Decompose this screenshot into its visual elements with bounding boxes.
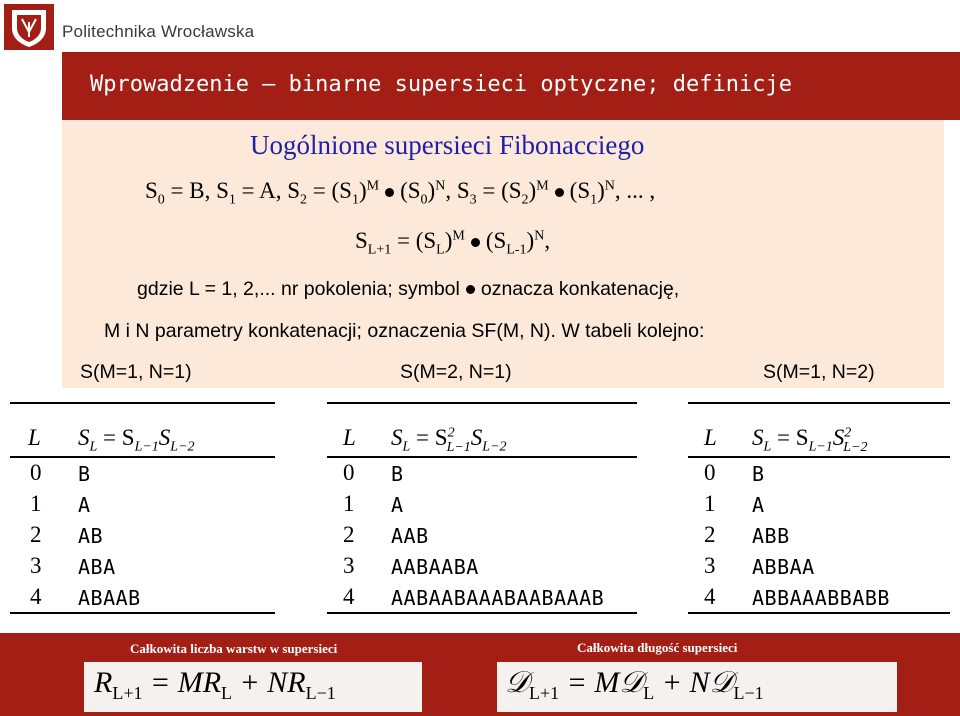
concat-bullet-icon: [385, 188, 394, 197]
row-sequence: AAB: [391, 524, 429, 548]
row-index: 0: [343, 460, 355, 485]
table-header-L: L: [704, 425, 717, 450]
footer-label-length: Całkowita długość supersieci: [577, 640, 738, 655]
formula-length: 𝒟$_{L+1}$ = M𝒟$_L$ + N𝒟$_{L-1}$: [505, 666, 764, 703]
table-header-formula: $S_L = S_{L-1}S^2_{L-2}$: [752, 425, 868, 455]
row-sequence: B: [78, 462, 91, 486]
row-index: 2: [343, 522, 355, 547]
equation-recursion: $S_{L+1} = (S_L)^M$ $(S_{L-1})^N$,: [355, 228, 551, 258]
row-index: 4: [343, 584, 355, 609]
table-header-formula: $S_L = S^2_{L-1}S_{L-2}$: [391, 425, 507, 455]
row-index: 4: [30, 584, 42, 609]
row-sequence: ABAAB: [78, 586, 141, 610]
row-sequence: ABB: [752, 524, 790, 548]
university-name: Politechnika Wrocławska: [62, 22, 255, 41]
table-bottom-rule: [688, 612, 950, 614]
table-label-1: S(M=1, N=1): [80, 361, 192, 383]
row-index: 1: [704, 491, 716, 516]
table-header-formula: $S_L = S_{L-1}S_{L-2}$: [78, 425, 195, 455]
row-sequence: AABAABA: [391, 555, 479, 579]
table-header-L: L: [28, 425, 41, 450]
concat-bullet-icon: [471, 238, 480, 247]
row-sequence: ABBAAABBABB: [752, 586, 890, 610]
row-sequence: A: [78, 493, 91, 517]
row-index: 3: [704, 553, 716, 578]
row-index: 2: [704, 522, 716, 547]
table-bottom-rule: [10, 612, 275, 614]
table-label-3: S(M=1, N=2): [763, 361, 875, 383]
concat-bullet-icon: [466, 285, 475, 294]
row-sequence: A: [391, 493, 404, 517]
sequence-table-3: [688, 402, 950, 614]
row-sequence: ABA: [78, 555, 116, 579]
table-header-L: L: [343, 425, 356, 450]
row-index: 1: [30, 491, 42, 516]
row-index: 3: [343, 553, 355, 578]
sequence-table-2: [327, 402, 637, 614]
equation-initial-terms: $S_0 = B$, $S_1 = A$, $S_2 = (S_1)^M$ $(S_0)^N$, $S_3 = (S_2)^M$ $(S_1)^N$, ... ,: [145, 178, 656, 208]
row-sequence: AABAABAAABAABAAAB: [391, 586, 605, 610]
concat-bullet-icon: [555, 188, 564, 197]
row-index: 1: [343, 491, 355, 516]
row-index: 4: [704, 584, 716, 609]
row-index: 0: [704, 460, 716, 485]
parameters-line: M i N parametry konkatenacji; oznaczenia SF(M, N). W tabeli kolejno:: [104, 320, 705, 342]
row-sequence: A: [752, 493, 765, 517]
row-index: 0: [30, 460, 42, 485]
row-sequence: B: [752, 462, 765, 486]
row-index: 2: [30, 522, 42, 547]
row-sequence: AB: [78, 524, 104, 548]
subtitle: Uogólnione supersieci Fibonacciego: [250, 130, 645, 160]
sequence-table-1: [10, 402, 275, 614]
row-index: 3: [30, 553, 42, 578]
slide-title: Wprowadzenie — binarne supersieci optyczne; definicje: [90, 72, 792, 97]
table-bottom-rule: [327, 612, 637, 614]
row-sequence: B: [391, 462, 404, 486]
definition-line: gdzie L = 1, 2,... nr pokolenia; symbol oznacza konkatenację,: [137, 278, 680, 300]
formula-layers: $R_{L+1} = MR_L + NR_{L-1}$: [94, 666, 336, 703]
row-sequence: ABBAA: [752, 555, 815, 579]
table-label-2: S(M=2, N=1): [400, 361, 512, 383]
footer-label-layers: Całkowita liczba warstw w supersieci: [130, 641, 338, 656]
university-crest-icon: [4, 4, 54, 50]
